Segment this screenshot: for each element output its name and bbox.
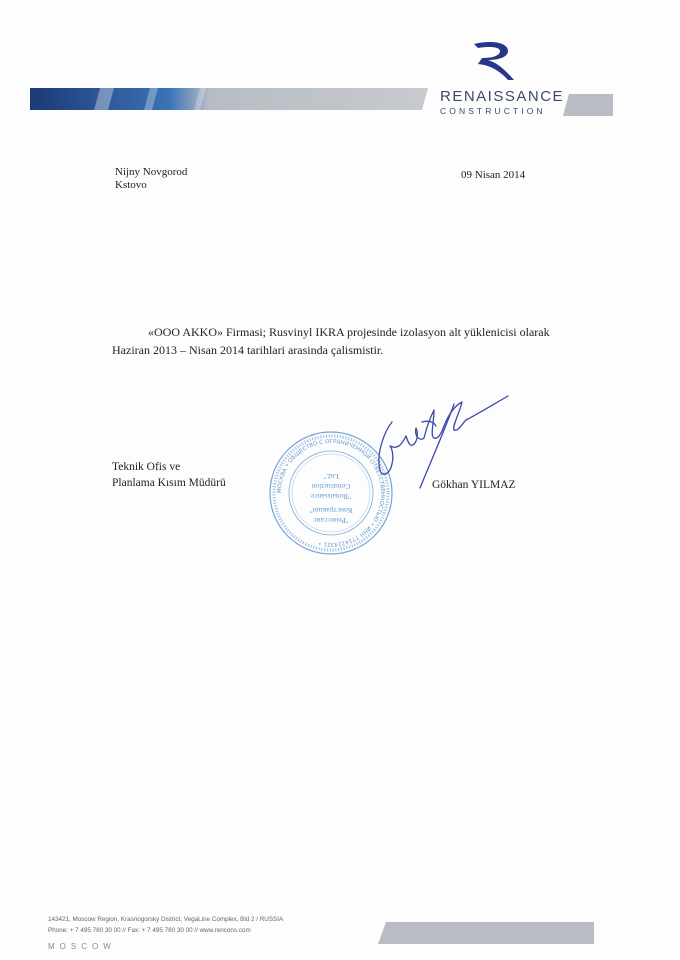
signer-title [112, 459, 226, 491]
footer-address: 143421, Moscow Region, Krasnogorsky District, VegaLine Complex, Bld 2 / RUSSIA [48, 916, 284, 923]
company-name: RENAISSANCE [440, 88, 565, 105]
address-block [115, 166, 187, 192]
footer-contacts: Phone: + 7 495 780 30 00 // Fax: + 7 495 780 30 00 // www.rencons.com [48, 927, 251, 934]
stamp-ring-text: МОСКВА • ОБЩЕСТВО С ОГРАНИЧЕННОЙ ОТВЕТСТВЕННОСТЬЮ • ИНН 7714224321 • [276, 438, 386, 548]
stamp-text-renaissance: "Renaissance [310, 492, 352, 501]
stamp-text-konstrakshn: Констракшн" [309, 506, 353, 515]
header-band-left [30, 88, 428, 110]
company-subtitle: CONSTRUCTION [440, 106, 546, 116]
renaissance-logo-icon [468, 38, 518, 82]
footer-band [378, 922, 594, 944]
stamp-text-ltd: Ltd." [323, 472, 339, 481]
stamp-text-construction: Construction [311, 482, 351, 491]
stamp-text-renessans: "Ренессанс [313, 516, 349, 525]
header-band-right [563, 94, 613, 116]
signer-title-line-2: Planlama Kısım Müdürü [112, 477, 226, 489]
signer-title-line-1: Teknik Ofis ve [112, 461, 181, 473]
address-city: Nijny Novgorod [115, 166, 188, 178]
letter-date: 09 Nisan 2014 [461, 169, 526, 181]
handwritten-signature [362, 392, 522, 492]
signer-name: Gökhan YILMAZ [432, 479, 516, 491]
letter-body: «OOO AKKO» Firmasi; Rusvinyl IKRA projesinde izolasyon alt yüklenicisi olarak Haziran 2013 – Nisan 2014 tarihlari arasinda çalismistir. [112, 325, 550, 357]
address-district: Kstovo [115, 179, 147, 191]
footer-cities: MOSCOW [48, 942, 116, 951]
